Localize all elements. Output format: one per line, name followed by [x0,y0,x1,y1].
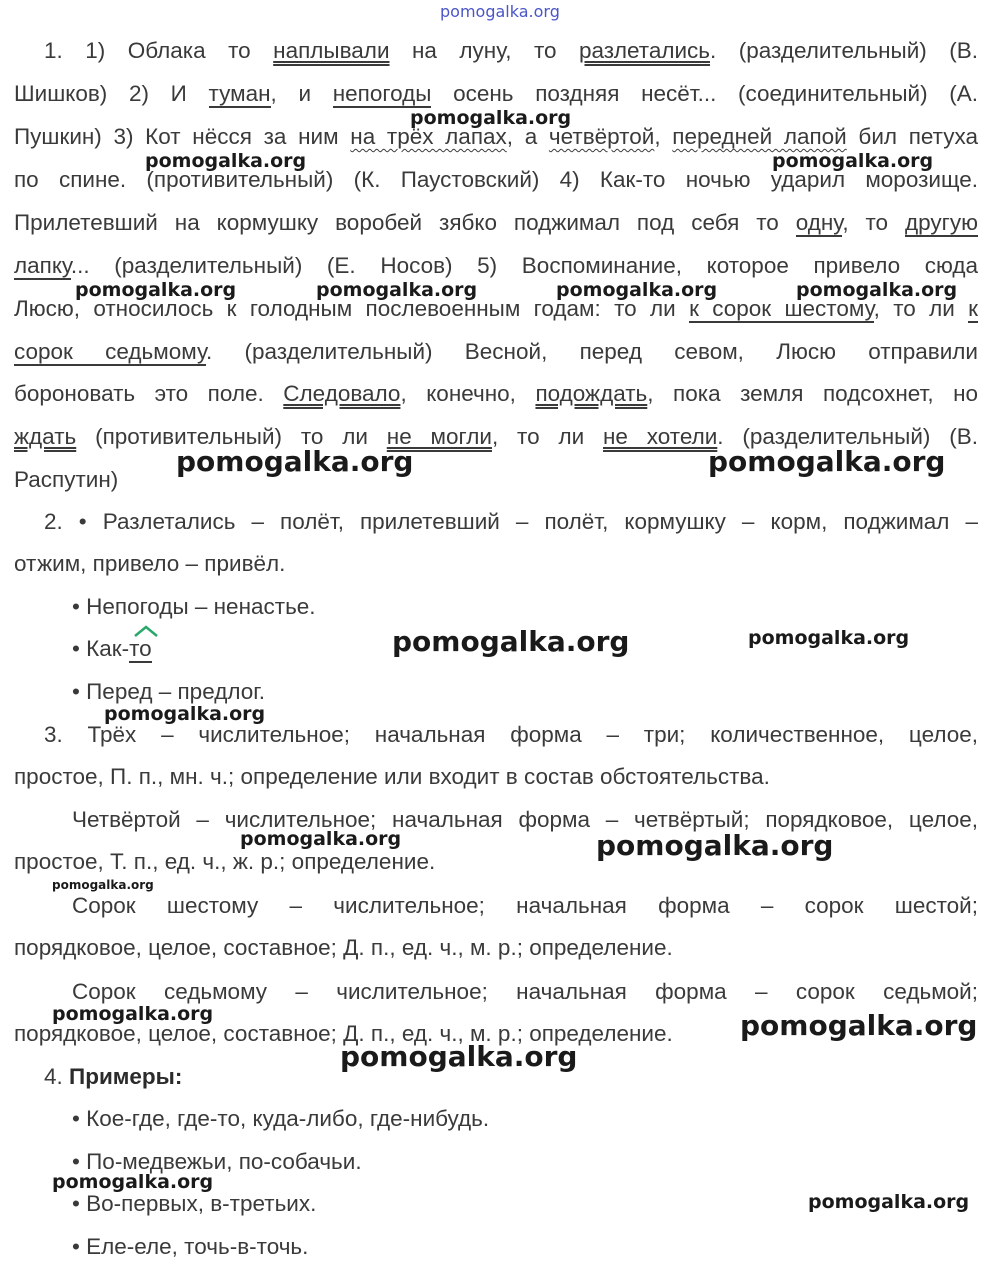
watermark-text: pomogalka.org [748,627,910,649]
task1-line4: по спине. (противительный) (К. Паустовский) 4) Как-то ночью ударил морозище. [14,167,978,192]
watermark-text: pomogalka.org [392,625,630,658]
task1-line7: Люсю, относилось к голодным послевоенным годам: то ли к сорок шестому, то ли к [14,296,978,321]
task2-bullet3: • Перед – предлог. [72,679,265,704]
watermark-text: pomogalka.org [740,1009,978,1042]
task3-p2-line2: простое, Т. п., ед. ч., ж. р.; определение. [14,849,436,874]
task4-bullet3: • Во-первых, в-третьих. [72,1191,317,1216]
suffix-caret-icon [134,625,158,637]
task2-bullet1: • Непогоды – ненастье. [72,594,316,619]
watermark-text: pomogalka.org [176,445,414,478]
task1-line1: 1. 1) Облака то наплывали на луну, то разлетались. (разделительный) (В. [44,38,978,63]
task3-p3-line1: Сорок шестому – числительное; начальная форма – сорок шестой; [72,893,978,918]
watermark-text: pomogalka.org [240,828,402,850]
task1-line3: Пушкин) 3) Кот нёсся за ним на трёх лапах, а четвёртой, передней лапой бил петуха [14,124,978,149]
task2-line1: 2. • Разлетались – полёт, прилетевший – полёт, кормушку – корм, поджимал – [44,509,978,534]
task1-line5: Прилетевший на кормушку воробей зябко поджимал под себя то одну, то другую [14,210,978,235]
task3-p3-line2: порядковое, целое, составное; Д. п., ед. ч., м. р.; определение. [14,935,673,960]
task3-p4-line2: порядковое, целое, составное; Д. п., ед. ч., м. р.; определение. [14,1021,673,1046]
task3-p1-line2: простое, П. п., мн. ч.; определение или входит в состав обстоятельства. [14,764,770,789]
task4-bullet4: • Еле-еле, точь-в-точь. [72,1234,309,1259]
watermark-text: pomogalka.org [145,150,307,172]
task1-line6: лапку... (разделительный) (Е. Носов) 5) Воспоминание, которое привело сюда [14,253,978,278]
task2-line2: отжим, привело – привёл. [14,551,286,576]
watermark-text: pomogalka.org [52,1171,214,1193]
watermark-text: pomogalka.org [340,1040,578,1073]
watermark-text: pomogalka.org [316,279,478,301]
task1-line2: Шишков) 2) И туман, и непогоды осень поздняя несёт... (соединительный) (А. [14,81,979,106]
task4-bullet2: • По-медвежьи, по-собачьи. [72,1149,362,1174]
task1-line8: сорок седьмому. (разделительный) Весной, перед севом, Люсю отправили [14,339,978,364]
task3-p1-line1: 3. Трёх – числительное; начальная форма – три; количественное, целое, [44,722,978,747]
task2-bullet2: • Как-то [72,636,152,661]
watermark-text: pomogalka.org [104,703,266,725]
watermark-text: pomogalka.org [796,279,958,301]
task4-heading: 4. Примеры: [44,1064,183,1089]
watermark-text: pomogalka.org [52,1003,214,1025]
watermark-text: pomogalka.org [772,150,934,172]
task1-line10: ждать (противительный) то ли не могли, то ли не хотели. (разделительный) (В. [14,424,978,449]
watermark-text: pomogalka.org [52,878,154,892]
watermark-text: pomogalka.org [808,1191,970,1213]
watermark-text: pomogalka.org [556,279,718,301]
watermark-text: pomogalka.org [708,445,946,478]
task1-line11: Распутин) [14,467,119,492]
task4-bullet1: • Кое-где, где-то, куда-либо, где-нибудь. [72,1106,490,1131]
task3-p2-line1: Четвёртой – числительное; начальная форма – четвёртый; порядковое, целое, [72,807,978,832]
watermark-text: pomogalka.org [596,829,834,862]
watermark-text: pomogalka.org [410,107,572,129]
header-site-link[interactable]: pomogalka.org [440,2,560,21]
task3-p4-line1: Сорок седьмому – числительное; начальная форма – сорок седьмой; [72,979,978,1004]
watermark-text: pomogalka.org [75,279,237,301]
task1-line9: бороновать это поле. Следовало, конечно, подождать, пока земля подсохнет, но [14,381,979,406]
